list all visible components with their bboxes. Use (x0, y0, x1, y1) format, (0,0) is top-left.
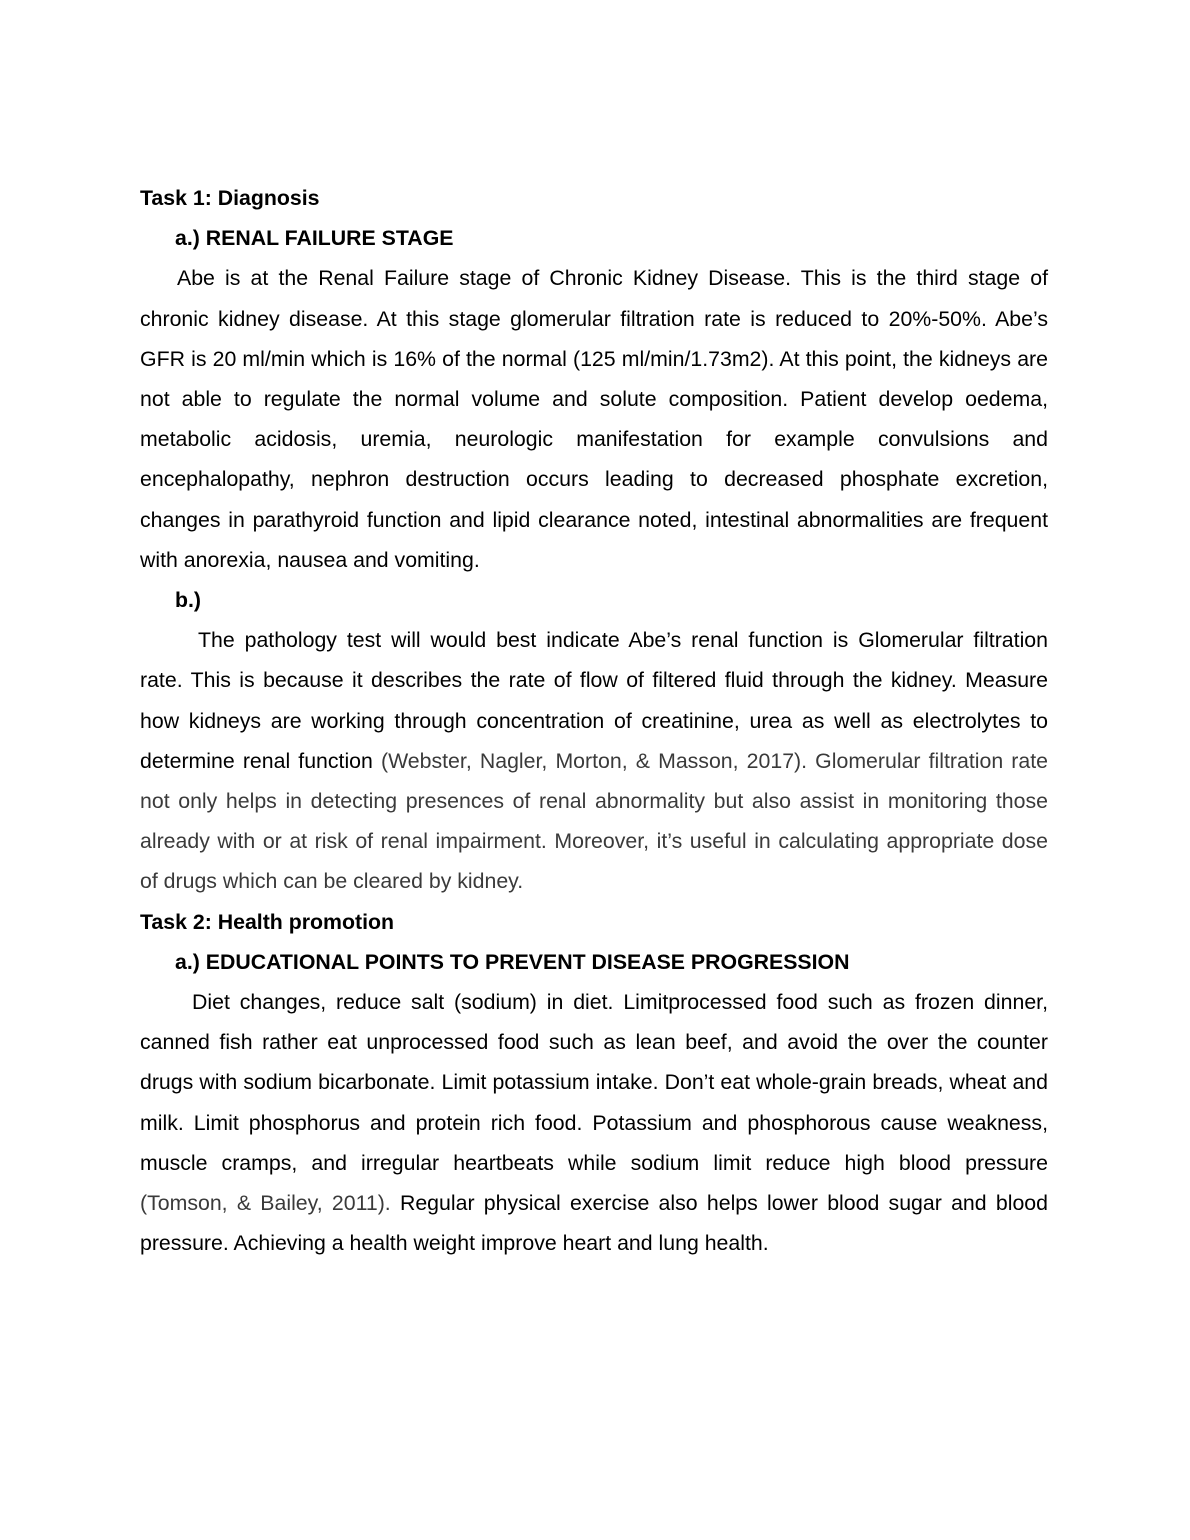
task2-heading: Task 2: Health promotion (140, 909, 395, 934)
document-page (140, 178, 1048, 1263)
renal-failure-stage-heading: a.) RENAL FAILURE STAGE (175, 226, 454, 251)
educational-text-start: Diet changes, reduce salt (sodium) in diet. Limitprocessed food such as frozen dinner, canned fish rather eat unprocessed food such as lean beef, and avoid the over the counter drugs with sodium bicarbonate. Limit potassium intake. Don’t eat whole-grain breads, wheat and milk. Limit phosphorus and protein rich food. Potassium and phosphorous cause weakness, muscle cramps, and irregular heartbeats while sodium limit reduce high blood pressure (140, 990, 1048, 1175)
educational-points-heading: a.) EDUCATIONAL POINTS TO PREVENT DISEASE PROGRESSION (175, 949, 850, 974)
pathology-cited-text: (Webster, Nagler, Morton, & Masson, 2017). Glomerular filtration rate not only helps in detecting presences of renal abnormality but also assist in monitoring those already with or at risk of renal impairment. Moreover, it’s useful in calculating appropriate dose of drugs which can be cleared by kidney. (140, 748, 1048, 894)
educational-citation: (Tomson, & Bailey, 2011). (140, 1191, 391, 1216)
renal-failure-paragraph: Abe is at the Renal Failure stage of Chronic Kidney Disease. This is the third stage of chronic kidney disease. At this stage glomerular filtration rate is reduced to 20%-50%. Abe’s GFR is 20 ml/min which is 16% of the normal (125 ml/min/1.73m2). At this point, the kidneys are not able to regulate the normal volume and solute composition. Patient develop oedema, metabolic acidosis, uremia, neurologic manifestation for example convulsions and encephalopathy, nephron destruction occurs leading to decreased phosphate excretion, changes in parathyroid function and lipid clearance noted, intestinal abnormalities are frequent with anorexia, nausea and vomiting. (140, 266, 1048, 572)
section-b-heading: b.) (175, 588, 202, 613)
task1-heading: Task 1: Diagnosis (140, 186, 320, 210)
pathology-text: The pathology test will would best indicate Abe’s renal function is Glomerular filtration rate. This is because it describes the rate of flow of filtered fluid through the kidney. Measure how kidneys are working through concentration of creatinine, urea as well as electrolytes to determine renal function (140, 628, 1048, 773)
educational-paragraph (140, 982, 1048, 1263)
educational-text-end: Regular physical exercise also helps lower blood sugar and blood pressure. Achieving a health weight improve heart and lung health. (140, 1191, 1048, 1256)
pathology-paragraph (140, 620, 1048, 901)
